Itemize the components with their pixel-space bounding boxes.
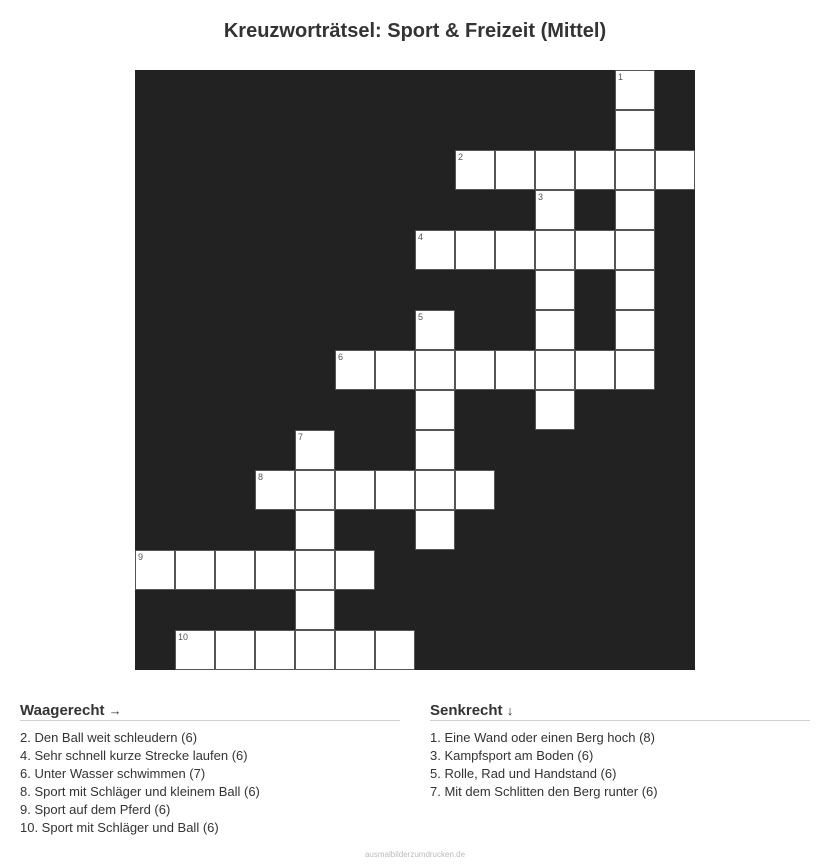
grid-cell[interactable] bbox=[575, 350, 615, 390]
down-clue: 7. Mit dem Schlitten den Berg runter (6) bbox=[430, 784, 658, 799]
grid-cell[interactable] bbox=[415, 310, 455, 350]
grid-cell[interactable] bbox=[375, 350, 415, 390]
grid-cell[interactable] bbox=[335, 350, 375, 390]
grid-cell[interactable] bbox=[615, 190, 655, 230]
grid-cell[interactable] bbox=[175, 630, 215, 670]
grid-cell[interactable] bbox=[295, 550, 335, 590]
grid-cell[interactable] bbox=[535, 230, 575, 270]
clue-number: 2 bbox=[458, 152, 464, 162]
grid-cell[interactable] bbox=[535, 350, 575, 390]
grid-cell[interactable] bbox=[255, 470, 295, 510]
grid-cell[interactable] bbox=[455, 470, 495, 510]
footer-credit: ausmalbilderzumdrucken.de bbox=[364, 850, 466, 859]
grid-cell[interactable] bbox=[255, 550, 295, 590]
down-clue: 3. Kampfsport am Boden (6) bbox=[430, 748, 594, 763]
grid-cell[interactable] bbox=[615, 270, 655, 310]
clue-number: 9 bbox=[138, 552, 144, 562]
grid-cell[interactable] bbox=[295, 590, 335, 630]
clue-number: 6 bbox=[338, 352, 344, 362]
grid-cell[interactable] bbox=[335, 470, 375, 510]
grid-cell[interactable] bbox=[575, 150, 615, 190]
right-arrow-icon: → bbox=[108, 703, 122, 718]
grid-cell[interactable] bbox=[575, 230, 615, 270]
grid-cell[interactable] bbox=[615, 110, 655, 150]
grid-cell[interactable] bbox=[535, 390, 575, 430]
clue-number: 5 bbox=[418, 312, 424, 322]
grid-cell[interactable] bbox=[335, 550, 375, 590]
clue-number: 4 bbox=[418, 232, 424, 242]
grid-cell[interactable] bbox=[615, 310, 655, 350]
across-clue-list bbox=[20, 729, 400, 837]
grid-cell[interactable] bbox=[615, 70, 655, 110]
across-clue: 6. Unter Wasser schwimmen (7) bbox=[20, 766, 206, 781]
grid-cell[interactable] bbox=[295, 430, 335, 470]
grid-cell[interactable] bbox=[615, 350, 655, 390]
grid-cell[interactable] bbox=[175, 550, 215, 590]
grid-cell[interactable] bbox=[415, 230, 455, 270]
across-heading bbox=[20, 702, 400, 721]
grid-cell[interactable] bbox=[375, 470, 415, 510]
grid-cell[interactable] bbox=[455, 230, 495, 270]
clue-number: 7 bbox=[298, 432, 304, 442]
grid-cell[interactable] bbox=[295, 470, 335, 510]
grid-cell[interactable] bbox=[615, 230, 655, 270]
down-clues bbox=[430, 702, 810, 801]
crossword-grid bbox=[135, 70, 695, 670]
grid-cell[interactable] bbox=[615, 150, 655, 190]
grid-cell[interactable] bbox=[535, 270, 575, 310]
across-clues bbox=[20, 702, 400, 837]
grid-cell[interactable] bbox=[535, 150, 575, 190]
down-clue: 5. Rolle, Rad und Handstand (6) bbox=[430, 766, 617, 781]
down-clue: 1. Eine Wand oder einen Berg hoch (8) bbox=[430, 730, 655, 745]
down-heading-label: Senkrecht bbox=[430, 702, 503, 719]
grid-cell[interactable] bbox=[455, 150, 495, 190]
clue-number: 3 bbox=[538, 192, 544, 202]
grid-cell[interactable] bbox=[455, 350, 495, 390]
grid-cell[interactable] bbox=[415, 510, 455, 550]
grid-cell[interactable] bbox=[415, 430, 455, 470]
grid-cell[interactable] bbox=[215, 550, 255, 590]
grid-cell[interactable] bbox=[495, 350, 535, 390]
grid-cell[interactable] bbox=[415, 390, 455, 430]
down-clue-list bbox=[430, 729, 810, 801]
grid-cell[interactable] bbox=[415, 350, 455, 390]
across-clue: 2. Den Ball weit schleudern (6) bbox=[20, 730, 198, 745]
grid-cell[interactable] bbox=[535, 190, 575, 230]
across-heading-label: Waagerecht bbox=[20, 702, 105, 719]
grid-cell[interactable] bbox=[495, 150, 535, 190]
down-heading bbox=[430, 702, 810, 721]
grid-cell[interactable] bbox=[215, 630, 255, 670]
across-clue: 9. Sport auf dem Pferd (6) bbox=[20, 802, 171, 817]
across-clue: 8. Sport mit Schläger und kleinem Ball (6) bbox=[20, 784, 260, 799]
clue-number: 8 bbox=[258, 472, 264, 482]
grid-cell[interactable] bbox=[135, 550, 175, 590]
grid-cell[interactable] bbox=[655, 150, 695, 190]
across-clue: 4. Sehr schnell kurze Strecke laufen (6) bbox=[20, 748, 248, 763]
grid-cell[interactable] bbox=[295, 630, 335, 670]
grid-cell[interactable] bbox=[335, 630, 375, 670]
clue-number: 1 bbox=[618, 72, 624, 82]
clue-number: 10 bbox=[178, 632, 189, 642]
grid-cell[interactable] bbox=[295, 510, 335, 550]
grid-cell[interactable] bbox=[375, 630, 415, 670]
page-title: Kreuzworträtsel: Sport & Freizeit (Mittel) bbox=[223, 20, 607, 42]
down-arrow-icon: ↓ bbox=[506, 703, 514, 718]
grid-cell[interactable] bbox=[535, 310, 575, 350]
grid-cell[interactable] bbox=[255, 630, 295, 670]
grid-cell[interactable] bbox=[495, 230, 535, 270]
grid-cell[interactable] bbox=[415, 470, 455, 510]
across-clue: 10. Sport mit Schläger und Ball (6) bbox=[20, 820, 219, 835]
